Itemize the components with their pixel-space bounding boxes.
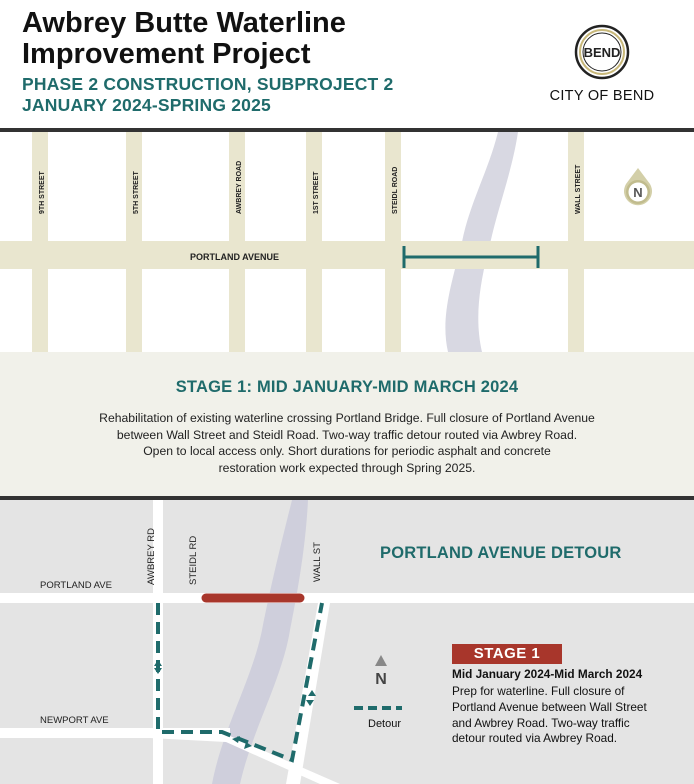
stage-desc-line-1: Rehabilitation of existing waterline crossing Portland Bridge. Full closure of Portland Avenue [99,411,595,425]
detour-title: PORTLAND AVENUE DETOUR [380,544,622,562]
subtitle-line-1: PHASE 2 CONSTRUCTION, SUBPROJECT 2 [22,74,394,94]
info-line-3: and Awbrey Road. Two-way traffic [452,715,630,730]
legend-detour-label: Detour [368,718,402,730]
newport-ave-label: NEWPORT AVE [40,715,109,726]
title-line-1: Awbrey Butte Waterline [22,7,346,39]
north-label: N [633,185,643,200]
stage-title: STAGE 1: MID JANUARY-MID MARCH 2024 [175,378,519,396]
overview-map [0,132,694,352]
title-line-2: Improvement Project [22,38,311,70]
logo-text: BEND [583,45,621,60]
project-title [22,8,442,70]
awbrey-rd-label: AWBREY RD [146,527,157,585]
detour-north-label: N [375,671,387,688]
subtitle-line-2: JANUARY 2024-SPRING 2025 [22,95,271,115]
street-label-9th: 9TH STREET [39,171,46,214]
city-name: CITY OF BEND [549,88,655,104]
avenue-label: PORTLAND AVENUE [190,252,280,262]
street-label-awbrey: AWBREY ROAD [236,160,243,214]
street-label-5th: 5TH STREET [133,171,140,214]
stage-description [90,410,604,476]
stage-desc-line-2: between Wall Street and Steidl Road. Two-way traffic detour routed via Awbrey Road. [116,427,578,442]
stage-info [452,684,667,747]
city-logo [574,24,630,80]
info-line-1: Prep for waterline. Full closure of [452,684,625,698]
street-label-wall: WALL STREET [575,164,582,214]
street-label-1st: 1ST STREET [313,171,320,214]
info-line-2: Portland Avenue between Wall Street [452,699,647,714]
stage-badge: STAGE 1 [452,644,562,664]
portland-ave-label: PORTLAND AVE [40,580,112,591]
stage-desc-line-4: restoration work expected through Spring 2025. [218,460,476,475]
stage-desc-line-3: Open to local access only. Short durations for periodic asphalt and concrete [143,444,551,458]
header [0,0,694,128]
street-label-steidl: STEIDL ROAD [392,166,399,214]
wall-st-label: WALL ST [312,542,323,582]
info-line-4: detour routed via Awbrey Road. [452,731,618,746]
steidl-rd-label: STEIDL RD [188,535,199,585]
stage-dates: Mid January 2024-Mid March 2024 [452,667,643,681]
